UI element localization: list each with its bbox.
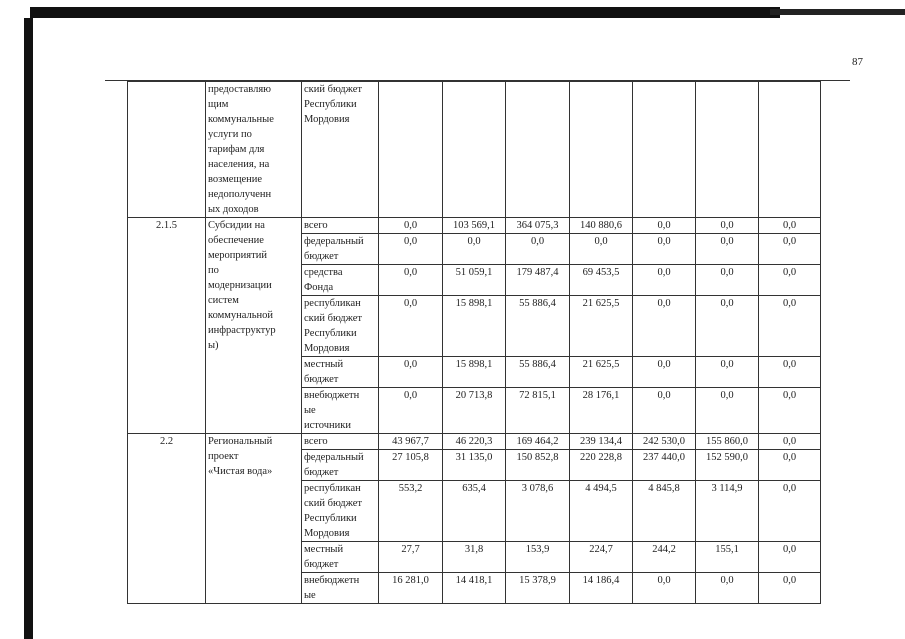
amount-cell: 21 625,5 <box>570 296 633 357</box>
amount-cell: 72 815,1 <box>506 388 570 434</box>
amount-cell: 635,4 <box>443 481 506 542</box>
funding-source: местный бюджет <box>302 357 379 388</box>
amount-cell: 155,1 <box>696 542 759 573</box>
amount-cell <box>633 82 696 218</box>
table-row <box>128 82 821 218</box>
amount-cell: 4 494,5 <box>570 481 633 542</box>
funding-source: внебюджетн ые источники <box>302 388 379 434</box>
amount-cell: 55 886,4 <box>506 296 570 357</box>
funding-source: всего <box>302 218 379 234</box>
amount-cell: 0,0 <box>506 234 570 265</box>
amount-cell: 553,2 <box>379 481 443 542</box>
amount-cell <box>759 82 821 218</box>
amount-cell: 0,0 <box>759 296 821 357</box>
funding-source: федеральный бюджет <box>302 234 379 265</box>
amount-cell: 46 220,3 <box>443 434 506 450</box>
amount-cell: 20 713,8 <box>443 388 506 434</box>
amount-cell: 179 487,4 <box>506 265 570 296</box>
amount-cell: 364 075,3 <box>506 218 570 234</box>
amount-cell: 0,0 <box>633 265 696 296</box>
amount-cell: 0,0 <box>379 357 443 388</box>
amount-cell: 242 530,0 <box>633 434 696 450</box>
amount-cell: 43 967,7 <box>379 434 443 450</box>
amount-cell: 237 440,0 <box>633 450 696 481</box>
funding-source: федеральный бюджет <box>302 450 379 481</box>
amount-cell: 0,0 <box>379 296 443 357</box>
funding-source: местный бюджет <box>302 542 379 573</box>
amount-cell: 0,0 <box>759 542 821 573</box>
amount-cell: 0,0 <box>633 388 696 434</box>
amount-cell: 0,0 <box>759 234 821 265</box>
amount-cell: 103 569,1 <box>443 218 506 234</box>
page-number: 87 <box>852 56 863 68</box>
amount-cell <box>379 82 443 218</box>
table-row <box>128 218 821 234</box>
item-code <box>128 82 206 218</box>
amount-cell: 150 852,8 <box>506 450 570 481</box>
amount-cell: 140 880,6 <box>570 218 633 234</box>
amount-cell: 153,9 <box>506 542 570 573</box>
amount-cell: 0,0 <box>759 573 821 604</box>
amount-cell: 155 860,0 <box>696 434 759 450</box>
amount-cell: 0,0 <box>696 357 759 388</box>
amount-cell <box>696 82 759 218</box>
amount-cell: 16 281,0 <box>379 573 443 604</box>
amount-cell: 224,7 <box>570 542 633 573</box>
amount-cell <box>570 82 633 218</box>
amount-cell: 0,0 <box>379 265 443 296</box>
amount-cell: 169 464,2 <box>506 434 570 450</box>
funding-source: внебюджетн ые <box>302 573 379 604</box>
item-name: Региональный проект «Чистая вода» <box>206 434 302 604</box>
funding-source: всего <box>302 434 379 450</box>
amount-cell: 0,0 <box>696 218 759 234</box>
amount-cell: 0,0 <box>759 218 821 234</box>
scan-shadow-band <box>30 7 780 18</box>
amount-cell: 152 590,0 <box>696 450 759 481</box>
amount-cell <box>443 82 506 218</box>
budget-table <box>127 81 821 604</box>
amount-cell: 21 625,5 <box>570 357 633 388</box>
funding-source: ский бюджет Республики Мордовия <box>302 82 379 218</box>
amount-cell: 14 418,1 <box>443 573 506 604</box>
amount-cell: 15 898,1 <box>443 296 506 357</box>
item-name: предоставляю щим коммунальные услуги по тарифам для населения, на возмещение недополученн ых доходов <box>206 82 302 218</box>
amount-cell: 0,0 <box>759 388 821 434</box>
amount-cell: 55 886,4 <box>506 357 570 388</box>
amount-cell: 239 134,4 <box>570 434 633 450</box>
amount-cell: 0,0 <box>696 573 759 604</box>
amount-cell: 0,0 <box>633 218 696 234</box>
amount-cell <box>506 82 570 218</box>
amount-cell: 69 453,5 <box>570 265 633 296</box>
item-code: 2.2 <box>128 434 206 604</box>
amount-cell: 31 135,0 <box>443 450 506 481</box>
amount-cell: 244,2 <box>633 542 696 573</box>
amount-cell: 0,0 <box>696 296 759 357</box>
amount-cell: 0,0 <box>696 265 759 296</box>
funding-source: республикан ский бюджет Республики Мордовия <box>302 481 379 542</box>
amount-cell: 31,8 <box>443 542 506 573</box>
amount-cell: 0,0 <box>379 388 443 434</box>
item-code: 2.1.5 <box>128 218 206 434</box>
scan-top-edge <box>30 0 905 20</box>
amount-cell: 0,0 <box>379 218 443 234</box>
table-row <box>128 434 821 450</box>
item-name: Субсидии на обеспечение мероприятий по модернизации систем коммунальной инфраструктур ы) <box>206 218 302 434</box>
amount-cell: 15 898,1 <box>443 357 506 388</box>
amount-cell: 0,0 <box>696 388 759 434</box>
amount-cell: 0,0 <box>633 234 696 265</box>
amount-cell: 0,0 <box>633 357 696 388</box>
funding-source: средства Фонда <box>302 265 379 296</box>
amount-cell: 3 114,9 <box>696 481 759 542</box>
amount-cell: 0,0 <box>759 481 821 542</box>
scan-left-edge <box>24 18 33 639</box>
amount-cell: 0,0 <box>379 234 443 265</box>
amount-cell: 0,0 <box>633 296 696 357</box>
amount-cell: 220 228,8 <box>570 450 633 481</box>
amount-cell: 0,0 <box>633 573 696 604</box>
amount-cell: 0,0 <box>759 450 821 481</box>
amount-cell: 28 176,1 <box>570 388 633 434</box>
amount-cell: 14 186,4 <box>570 573 633 604</box>
amount-cell: 0,0 <box>759 265 821 296</box>
amount-cell: 0,0 <box>759 434 821 450</box>
amount-cell: 4 845,8 <box>633 481 696 542</box>
amount-cell: 0,0 <box>570 234 633 265</box>
amount-cell: 0,0 <box>759 357 821 388</box>
funding-source: республикан ский бюджет Республики Мордовия <box>302 296 379 357</box>
amount-cell: 27,7 <box>379 542 443 573</box>
amount-cell: 0,0 <box>443 234 506 265</box>
amount-cell: 27 105,8 <box>379 450 443 481</box>
amount-cell: 51 059,1 <box>443 265 506 296</box>
amount-cell: 3 078,6 <box>506 481 570 542</box>
amount-cell: 15 378,9 <box>506 573 570 604</box>
scan-shadow-band <box>770 9 905 15</box>
amount-cell: 0,0 <box>696 234 759 265</box>
